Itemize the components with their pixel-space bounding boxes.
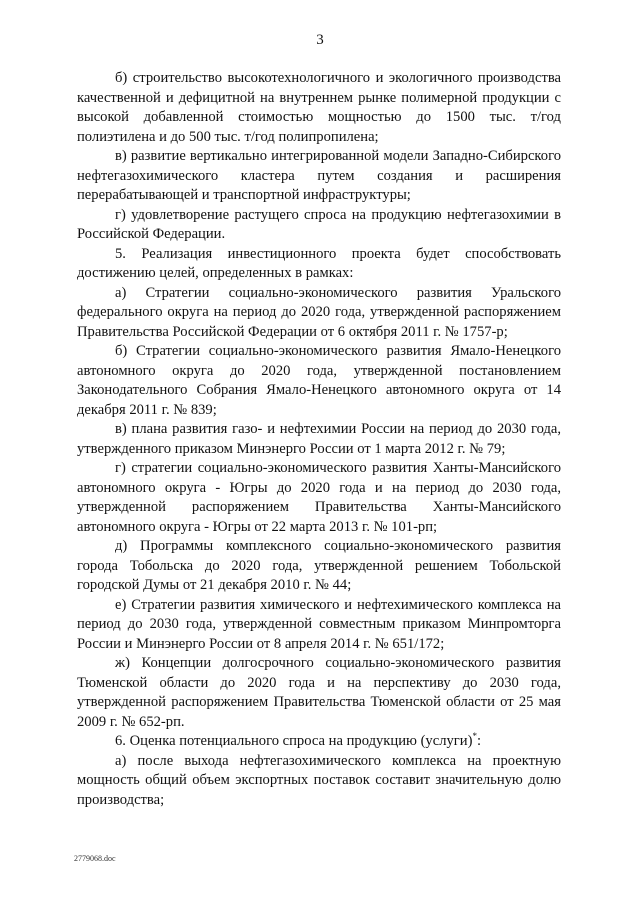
paragraph-5v: в) плана развития газо- и нефтехимии России на период до 2030 года, утвержденного приказом Минэнерго России от 1 марта 2012 г. № 79; <box>77 421 561 457</box>
paragraph-5zh: ж) Концепции долгосрочного социально-экономического развития Тюменской области до 2020 года и на перспективу до 2030 года, утвержденной распоряжением Правительства Тюменской области от 25 мая 2009 г. № 652-рп. <box>77 655 561 730</box>
paragraph-4g: г) удовлетворение растущего спроса на продукцию нефтегазохимии в Российской Федерации. <box>77 206 561 242</box>
paragraph-4b: б) строительство высокотехнологичного и экологичного производства качественной и дефицитной на внутреннем рынке полимерной продукции с высокой добавленной стоимостью мощностью до 1500 тыс. т/год полиэтилена и до 500 тыс. т/год полипропилена; <box>77 70 561 145</box>
page-number: 3 <box>316 32 324 48</box>
paragraph-5d: д) Программы комплексного социально-экономического развития города Тобольска до 2020 года, утвержденной решением Тобольской городской Думы от 21 декабря 2010 г. № 44; <box>77 538 561 593</box>
paragraph-4v: в) развитие вертикально интегрированной модели Западно-Сибирского нефтегазохимического кластера путем создания и расширения перерабатывающей и транспортной инфраструктуры; <box>77 148 561 203</box>
paragraph-6-heading <box>77 732 561 752</box>
footnote-mark: * <box>472 731 477 742</box>
heading-colon: : <box>476 733 482 749</box>
paragraph-5g: г) стратегии социально-экономического развития Ханты-Мансийского автономного округа - Югры до 2020 года и на период до 2030 года, утвержденной распоряжением Правительства Ханты-Мансийского автономного округа - Югры от 22 марта 2013 г. № 101-рп; <box>77 460 561 535</box>
paragraph-5e: е) Стратегии развития химического и нефтехимического комплекса на период до 2030 года, утвержденной совместным приказом Минпромторга России и Минэнерго России от 8 апреля 2014 г. № 651/172; <box>77 596 561 652</box>
paragraph-5b: б) Стратегии социально-экономического развития Ямало-Ненецкого автономного округа до 2020 года, утвержденной постановлением Законодательного Собрания Ямало-Ненецкого автономного округа от 14 декабря 2011 г. № 839; <box>77 343 561 418</box>
paragraph-5a: а) Стратегии социально-экономического развития Уральского федерального округа на период до 2020 года, утвержденной распоряжением Правительства Российской Федерации от 6 октября 2011 г. № 1757-р; <box>77 284 561 340</box>
paragraph-5: 5. Реализация инвестиционного проекта будет способствовать достижению целей, определенных в рамках: <box>77 245 561 281</box>
file-name-footer: 2779068.doc <box>74 854 116 863</box>
section-6-heading-text: 6. Оценка потенциального спроса на продукцию (услуги) <box>115 733 473 749</box>
paragraph-6a: а) после выхода нефтегазохимического комплекса на проектную мощность общий объем экспортных поставок составит значительную долю производства; <box>77 752 561 808</box>
document-body <box>77 69 561 810</box>
